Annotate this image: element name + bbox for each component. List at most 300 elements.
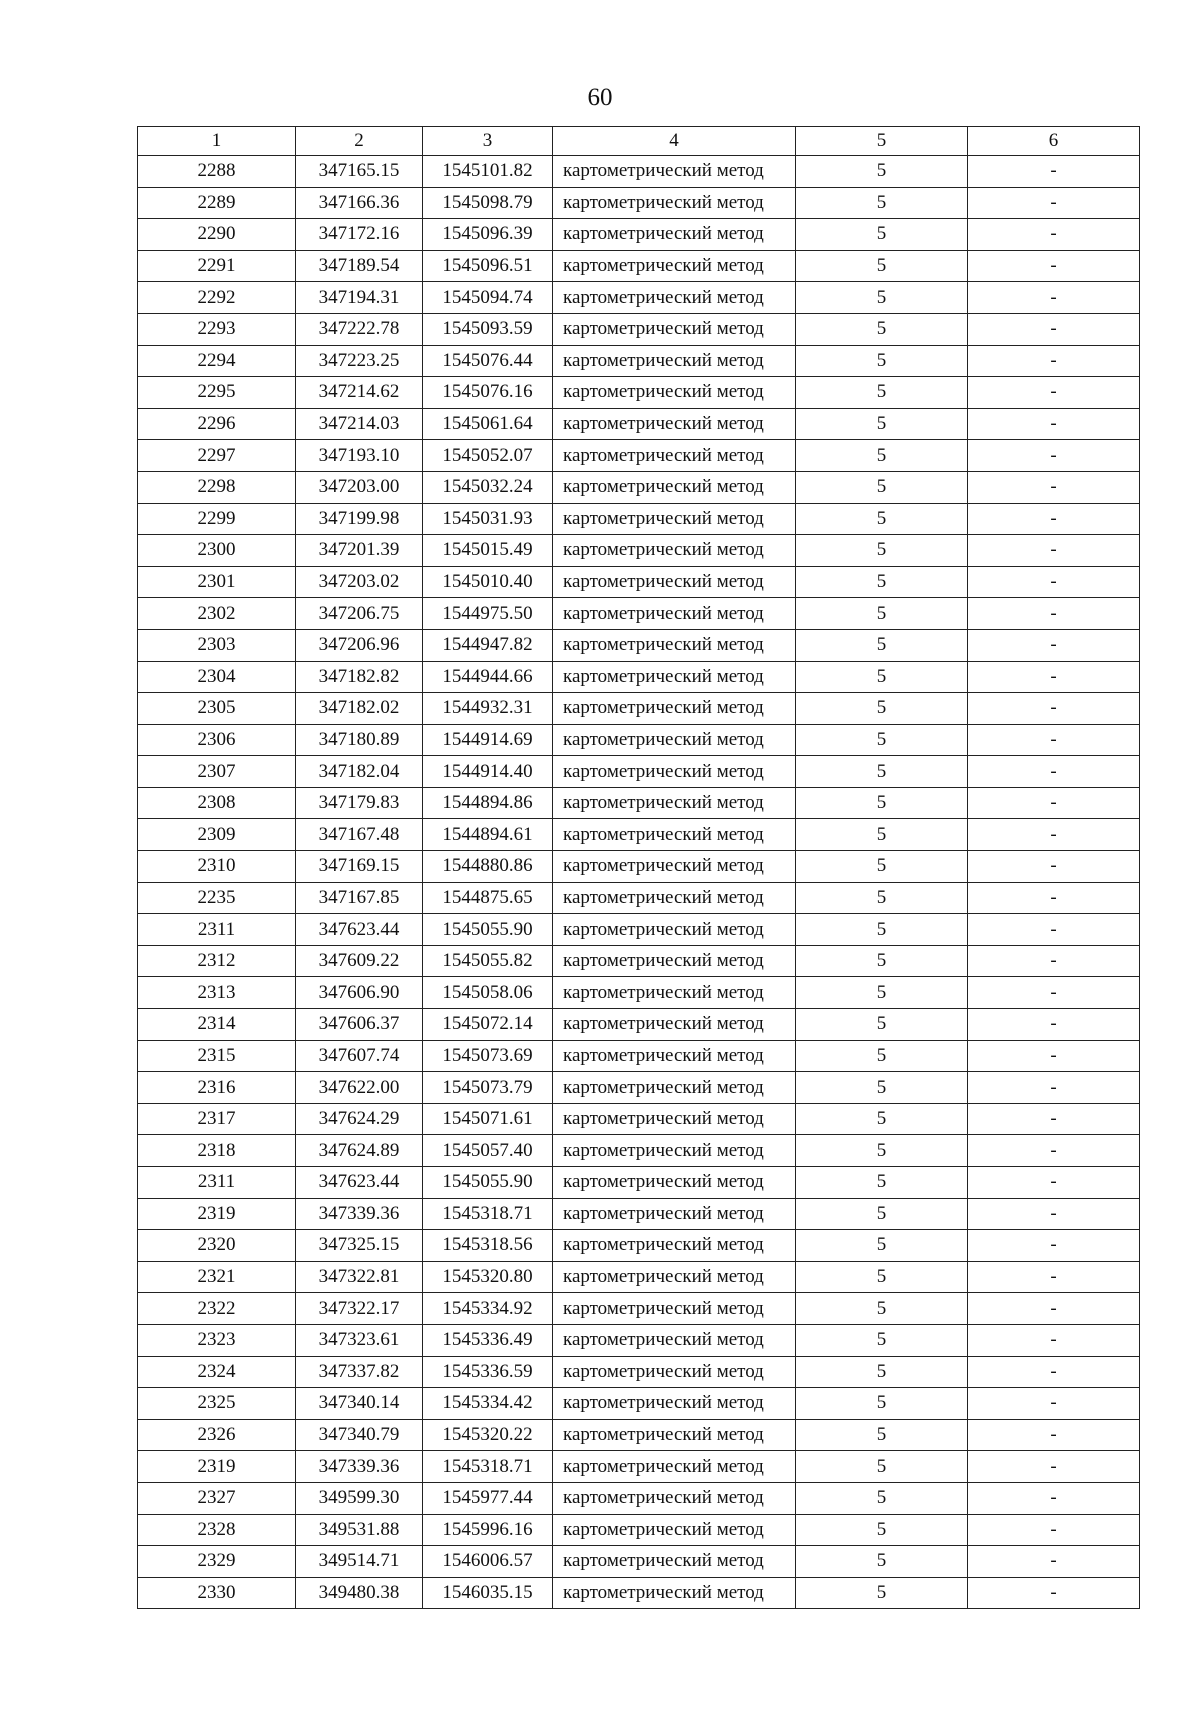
method-cell: картометрический метод [553, 1009, 796, 1041]
y-coordinate-cell: 1544914.69 [423, 724, 553, 756]
y-coordinate-cell: 1545098.79 [423, 187, 553, 219]
table-row [138, 661, 1140, 693]
x-coordinate-cell: 347339.36 [296, 1451, 423, 1483]
table-row [138, 1261, 1140, 1293]
x-coordinate-cell: 349531.88 [296, 1514, 423, 1546]
x-coordinate-cell: 347167.48 [296, 819, 423, 851]
y-coordinate-cell: 1545073.79 [423, 1072, 553, 1104]
table-row [138, 313, 1140, 345]
point-number-cell: 2316 [138, 1072, 296, 1104]
y-coordinate-cell: 1545031.93 [423, 503, 553, 535]
point-number-cell: 2309 [138, 819, 296, 851]
x-coordinate-cell: 347206.96 [296, 629, 423, 661]
note-cell: - [968, 1103, 1140, 1135]
note-cell: - [968, 756, 1140, 788]
table-row [138, 851, 1140, 883]
accuracy-cell: 5 [796, 282, 968, 314]
table-row [138, 250, 1140, 282]
column-header-6: 6 [968, 127, 1140, 156]
y-coordinate-cell: 1546035.15 [423, 1577, 553, 1609]
x-coordinate-cell: 347323.61 [296, 1324, 423, 1356]
table-row [138, 1419, 1140, 1451]
y-coordinate-cell: 1545318.71 [423, 1198, 553, 1230]
method-cell: картометрический метод [553, 250, 796, 282]
point-number-cell: 2326 [138, 1419, 296, 1451]
y-coordinate-cell: 1545071.61 [423, 1103, 553, 1135]
point-number-cell: 2306 [138, 724, 296, 756]
accuracy-cell: 5 [796, 566, 968, 598]
x-coordinate-cell: 347179.83 [296, 787, 423, 819]
point-number-cell: 2312 [138, 945, 296, 977]
x-coordinate-cell: 347606.37 [296, 1009, 423, 1041]
point-number-cell: 2311 [138, 1167, 296, 1199]
accuracy-cell: 5 [796, 408, 968, 440]
y-coordinate-cell: 1544975.50 [423, 598, 553, 630]
table-row [138, 787, 1140, 819]
accuracy-cell: 5 [796, 1040, 968, 1072]
x-coordinate-cell: 347189.54 [296, 250, 423, 282]
method-cell: картометрический метод [553, 1419, 796, 1451]
x-coordinate-cell: 347203.02 [296, 566, 423, 598]
x-coordinate-cell: 347607.74 [296, 1040, 423, 1072]
note-cell: - [968, 219, 1140, 251]
y-coordinate-cell: 1545336.59 [423, 1356, 553, 1388]
note-cell: - [968, 156, 1140, 188]
x-coordinate-cell: 347182.82 [296, 661, 423, 693]
point-number-cell: 2291 [138, 250, 296, 282]
x-coordinate-cell: 347622.00 [296, 1072, 423, 1104]
point-number-cell: 2330 [138, 1577, 296, 1609]
point-number-cell: 2325 [138, 1388, 296, 1420]
accuracy-cell: 5 [796, 1514, 968, 1546]
y-coordinate-cell: 1545072.14 [423, 1009, 553, 1041]
note-cell: - [968, 1577, 1140, 1609]
table-row [138, 1293, 1140, 1325]
accuracy-cell: 5 [796, 1261, 968, 1293]
method-cell: картометрический метод [553, 503, 796, 535]
table-row [138, 629, 1140, 661]
table-row [138, 1230, 1140, 1262]
accuracy-cell: 5 [796, 1419, 968, 1451]
table-row [138, 1324, 1140, 1356]
y-coordinate-cell: 1545057.40 [423, 1135, 553, 1167]
accuracy-cell: 5 [796, 819, 968, 851]
note-cell: - [968, 408, 1140, 440]
point-number-cell: 2319 [138, 1451, 296, 1483]
method-cell: картометрический метод [553, 1261, 796, 1293]
note-cell: - [968, 1293, 1140, 1325]
method-cell: картометрический метод [553, 945, 796, 977]
table-row [138, 408, 1140, 440]
note-cell: - [968, 1230, 1140, 1262]
point-number-cell: 2292 [138, 282, 296, 314]
method-cell: картометрический метод [553, 377, 796, 409]
accuracy-cell: 5 [796, 187, 968, 219]
y-coordinate-cell: 1545076.44 [423, 345, 553, 377]
x-coordinate-cell: 347606.90 [296, 977, 423, 1009]
method-cell: картометрический метод [553, 1230, 796, 1262]
y-coordinate-cell: 1544894.86 [423, 787, 553, 819]
note-cell: - [968, 851, 1140, 883]
x-coordinate-cell: 347623.44 [296, 1167, 423, 1199]
method-cell: картометрический метод [553, 471, 796, 503]
point-number-cell: 2322 [138, 1293, 296, 1325]
accuracy-cell: 5 [796, 756, 968, 788]
accuracy-cell: 5 [796, 1167, 968, 1199]
method-cell: картометрический метод [553, 1135, 796, 1167]
method-cell: картометрический метод [553, 724, 796, 756]
point-number-cell: 2301 [138, 566, 296, 598]
x-coordinate-cell: 347206.75 [296, 598, 423, 630]
note-cell: - [968, 1451, 1140, 1483]
method-cell: картометрический метод [553, 1040, 796, 1072]
point-number-cell: 2307 [138, 756, 296, 788]
method-cell: картометрический метод [553, 1451, 796, 1483]
accuracy-cell: 5 [796, 440, 968, 472]
accuracy-cell: 5 [796, 1198, 968, 1230]
accuracy-cell: 5 [796, 503, 968, 535]
accuracy-cell: 5 [796, 1324, 968, 1356]
x-coordinate-cell: 347172.16 [296, 219, 423, 251]
note-cell: - [968, 313, 1140, 345]
accuracy-cell: 5 [796, 851, 968, 883]
x-coordinate-cell: 349514.71 [296, 1546, 423, 1578]
point-number-cell: 2313 [138, 977, 296, 1009]
method-cell: картометрический метод [553, 756, 796, 788]
coordinates-table [137, 126, 1140, 1609]
note-cell: - [968, 819, 1140, 851]
point-number-cell: 2318 [138, 1135, 296, 1167]
accuracy-cell: 5 [796, 661, 968, 693]
x-coordinate-cell: 347340.14 [296, 1388, 423, 1420]
note-cell: - [968, 1167, 1140, 1199]
table-row [138, 724, 1140, 756]
accuracy-cell: 5 [796, 882, 968, 914]
table-row [138, 1451, 1140, 1483]
x-coordinate-cell: 347340.79 [296, 1419, 423, 1451]
y-coordinate-cell: 1544875.65 [423, 882, 553, 914]
table-row [138, 1072, 1140, 1104]
table-row [138, 503, 1140, 535]
method-cell: картометрический метод [553, 1072, 796, 1104]
note-cell: - [968, 250, 1140, 282]
method-cell: картометрический метод [553, 440, 796, 472]
accuracy-cell: 5 [796, 471, 968, 503]
point-number-cell: 2329 [138, 1546, 296, 1578]
y-coordinate-cell: 1545055.90 [423, 1167, 553, 1199]
x-coordinate-cell: 347165.15 [296, 156, 423, 188]
x-coordinate-cell: 347322.17 [296, 1293, 423, 1325]
accuracy-cell: 5 [796, 1009, 968, 1041]
table-row [138, 1577, 1140, 1609]
point-number-cell: 2295 [138, 377, 296, 409]
table-row [138, 1198, 1140, 1230]
note-cell: - [968, 1324, 1140, 1356]
table-row [138, 219, 1140, 251]
accuracy-cell: 5 [796, 313, 968, 345]
note-cell: - [968, 1072, 1140, 1104]
point-number-cell: 2298 [138, 471, 296, 503]
note-cell: - [968, 471, 1140, 503]
y-coordinate-cell: 1545093.59 [423, 313, 553, 345]
table-row [138, 945, 1140, 977]
table-row [138, 471, 1140, 503]
y-coordinate-cell: 1545058.06 [423, 977, 553, 1009]
x-coordinate-cell: 347182.04 [296, 756, 423, 788]
note-cell: - [968, 629, 1140, 661]
accuracy-cell: 5 [796, 1577, 968, 1609]
x-coordinate-cell: 347214.03 [296, 408, 423, 440]
note-cell: - [968, 1388, 1140, 1420]
y-coordinate-cell: 1545055.90 [423, 914, 553, 946]
accuracy-cell: 5 [796, 945, 968, 977]
method-cell: картометрический метод [553, 819, 796, 851]
accuracy-cell: 5 [796, 250, 968, 282]
accuracy-cell: 5 [796, 1546, 968, 1578]
point-number-cell: 2314 [138, 1009, 296, 1041]
method-cell: картометрический метод [553, 313, 796, 345]
point-number-cell: 2321 [138, 1261, 296, 1293]
y-coordinate-cell: 1545096.51 [423, 250, 553, 282]
accuracy-cell: 5 [796, 977, 968, 1009]
y-coordinate-cell: 1544914.40 [423, 756, 553, 788]
accuracy-cell: 5 [796, 693, 968, 725]
point-number-cell: 2288 [138, 156, 296, 188]
table-row [138, 977, 1140, 1009]
x-coordinate-cell: 347222.78 [296, 313, 423, 345]
note-cell: - [968, 1419, 1140, 1451]
y-coordinate-cell: 1544880.86 [423, 851, 553, 883]
point-number-cell: 2308 [138, 787, 296, 819]
accuracy-cell: 5 [796, 1103, 968, 1135]
x-coordinate-cell: 347180.89 [296, 724, 423, 756]
note-cell: - [968, 598, 1140, 630]
y-coordinate-cell: 1545076.16 [423, 377, 553, 409]
y-coordinate-cell: 1545318.71 [423, 1451, 553, 1483]
method-cell: картометрический метод [553, 187, 796, 219]
y-coordinate-cell: 1545032.24 [423, 471, 553, 503]
table-row [138, 1009, 1140, 1041]
table-row [138, 882, 1140, 914]
method-cell: картометрический метод [553, 977, 796, 1009]
accuracy-cell: 5 [796, 724, 968, 756]
column-header-1: 1 [138, 127, 296, 156]
point-number-cell: 2323 [138, 1324, 296, 1356]
y-coordinate-cell: 1544947.82 [423, 629, 553, 661]
table-row [138, 377, 1140, 409]
method-cell: картометрический метод [553, 1514, 796, 1546]
note-cell: - [968, 787, 1140, 819]
x-coordinate-cell: 347194.31 [296, 282, 423, 314]
x-coordinate-cell: 347201.39 [296, 535, 423, 567]
method-cell: картометрический метод [553, 408, 796, 440]
method-cell: картометрический метод [553, 156, 796, 188]
y-coordinate-cell: 1545101.82 [423, 156, 553, 188]
note-cell: - [968, 1546, 1140, 1578]
table-row [138, 1040, 1140, 1072]
point-number-cell: 2290 [138, 219, 296, 251]
table-row [138, 914, 1140, 946]
point-number-cell: 2303 [138, 629, 296, 661]
method-cell: картометрический метод [553, 693, 796, 725]
x-coordinate-cell: 347203.00 [296, 471, 423, 503]
column-header-3: 3 [423, 127, 553, 156]
note-cell: - [968, 282, 1140, 314]
y-coordinate-cell: 1545996.16 [423, 1514, 553, 1546]
y-coordinate-cell: 1545320.80 [423, 1261, 553, 1293]
x-coordinate-cell: 347322.81 [296, 1261, 423, 1293]
table-row [138, 1514, 1140, 1546]
x-coordinate-cell: 347623.44 [296, 914, 423, 946]
y-coordinate-cell: 1546006.57 [423, 1546, 553, 1578]
x-coordinate-cell: 347339.36 [296, 1198, 423, 1230]
note-cell: - [968, 1482, 1140, 1514]
accuracy-cell: 5 [796, 1451, 968, 1483]
accuracy-cell: 5 [796, 219, 968, 251]
method-cell: картометрический метод [553, 345, 796, 377]
y-coordinate-cell: 1545318.56 [423, 1230, 553, 1262]
method-cell: картометрический метод [553, 1324, 796, 1356]
x-coordinate-cell: 349480.38 [296, 1577, 423, 1609]
column-header-5: 5 [796, 127, 968, 156]
accuracy-cell: 5 [796, 1388, 968, 1420]
point-number-cell: 2328 [138, 1514, 296, 1546]
accuracy-cell: 5 [796, 914, 968, 946]
note-cell: - [968, 661, 1140, 693]
table-row [138, 1167, 1140, 1199]
y-coordinate-cell: 1545061.64 [423, 408, 553, 440]
method-cell: картометрический метод [553, 1293, 796, 1325]
table-row [138, 156, 1140, 188]
x-coordinate-cell: 347624.29 [296, 1103, 423, 1135]
table-row [138, 1356, 1140, 1388]
point-number-cell: 2315 [138, 1040, 296, 1072]
point-number-cell: 2320 [138, 1230, 296, 1262]
note-cell: - [968, 1198, 1140, 1230]
accuracy-cell: 5 [796, 1482, 968, 1514]
method-cell: картометрический метод [553, 282, 796, 314]
method-cell: картометрический метод [553, 566, 796, 598]
y-coordinate-cell: 1545010.40 [423, 566, 553, 598]
accuracy-cell: 5 [796, 1135, 968, 1167]
note-cell: - [968, 503, 1140, 535]
x-coordinate-cell: 349599.30 [296, 1482, 423, 1514]
method-cell: картометрический метод [553, 598, 796, 630]
method-cell: картометрический метод [553, 1482, 796, 1514]
accuracy-cell: 5 [796, 787, 968, 819]
method-cell: картометрический метод [553, 629, 796, 661]
note-cell: - [968, 724, 1140, 756]
method-cell: картометрический метод [553, 1388, 796, 1420]
method-cell: картометрический метод [553, 1167, 796, 1199]
y-coordinate-cell: 1544944.66 [423, 661, 553, 693]
note-cell: - [968, 977, 1140, 1009]
accuracy-cell: 5 [796, 156, 968, 188]
note-cell: - [968, 566, 1140, 598]
table-row [138, 1135, 1140, 1167]
accuracy-cell: 5 [796, 1230, 968, 1262]
column-header-2: 2 [296, 127, 423, 156]
table-row [138, 598, 1140, 630]
point-number-cell: 2327 [138, 1482, 296, 1514]
method-cell: картометрический метод [553, 1577, 796, 1609]
method-cell: картометрический метод [553, 661, 796, 693]
accuracy-cell: 5 [796, 1072, 968, 1104]
note-cell: - [968, 882, 1140, 914]
table-row [138, 282, 1140, 314]
x-coordinate-cell: 347325.15 [296, 1230, 423, 1262]
method-cell: картометрический метод [553, 851, 796, 883]
method-cell: картометрический метод [553, 1356, 796, 1388]
note-cell: - [968, 1135, 1140, 1167]
y-coordinate-cell: 1545096.39 [423, 219, 553, 251]
y-coordinate-cell: 1545334.92 [423, 1293, 553, 1325]
table-row [138, 345, 1140, 377]
point-number-cell: 2289 [138, 187, 296, 219]
method-cell: картометрический метод [553, 914, 796, 946]
accuracy-cell: 5 [796, 377, 968, 409]
point-number-cell: 2310 [138, 851, 296, 883]
x-coordinate-cell: 347193.10 [296, 440, 423, 472]
note-cell: - [968, 377, 1140, 409]
x-coordinate-cell: 347223.25 [296, 345, 423, 377]
x-coordinate-cell: 347167.85 [296, 882, 423, 914]
table-row [138, 535, 1140, 567]
accuracy-cell: 5 [796, 345, 968, 377]
point-number-cell: 2319 [138, 1198, 296, 1230]
note-cell: - [968, 1009, 1140, 1041]
note-cell: - [968, 1261, 1140, 1293]
note-cell: - [968, 440, 1140, 472]
method-cell: картометрический метод [553, 1198, 796, 1230]
table-row [138, 756, 1140, 788]
note-cell: - [968, 1514, 1140, 1546]
method-cell: картометрический метод [553, 219, 796, 251]
accuracy-cell: 5 [796, 1356, 968, 1388]
x-coordinate-cell: 347169.15 [296, 851, 423, 883]
x-coordinate-cell: 347214.62 [296, 377, 423, 409]
table-row [138, 1546, 1140, 1578]
accuracy-cell: 5 [796, 598, 968, 630]
point-number-cell: 2296 [138, 408, 296, 440]
page-number: 60 [587, 84, 613, 111]
point-number-cell: 2294 [138, 345, 296, 377]
table-row [138, 566, 1140, 598]
table-row [138, 1103, 1140, 1135]
point-number-cell: 2299 [138, 503, 296, 535]
x-coordinate-cell: 347337.82 [296, 1356, 423, 1388]
y-coordinate-cell: 1545052.07 [423, 440, 553, 472]
point-number-cell: 2235 [138, 882, 296, 914]
method-cell: картометрический метод [553, 787, 796, 819]
table-row [138, 1388, 1140, 1420]
y-coordinate-cell: 1544894.61 [423, 819, 553, 851]
table-row [138, 187, 1140, 219]
method-cell: картометрический метод [553, 535, 796, 567]
table-row [138, 440, 1140, 472]
x-coordinate-cell: 347624.89 [296, 1135, 423, 1167]
x-coordinate-cell: 347609.22 [296, 945, 423, 977]
y-coordinate-cell: 1545336.49 [423, 1324, 553, 1356]
point-number-cell: 2305 [138, 693, 296, 725]
note-cell: - [968, 693, 1140, 725]
table-row [138, 819, 1140, 851]
x-coordinate-cell: 347199.98 [296, 503, 423, 535]
method-cell: картометрический метод [553, 1103, 796, 1135]
point-number-cell: 2311 [138, 914, 296, 946]
y-coordinate-cell: 1545320.22 [423, 1419, 553, 1451]
note-cell: - [968, 1040, 1140, 1072]
